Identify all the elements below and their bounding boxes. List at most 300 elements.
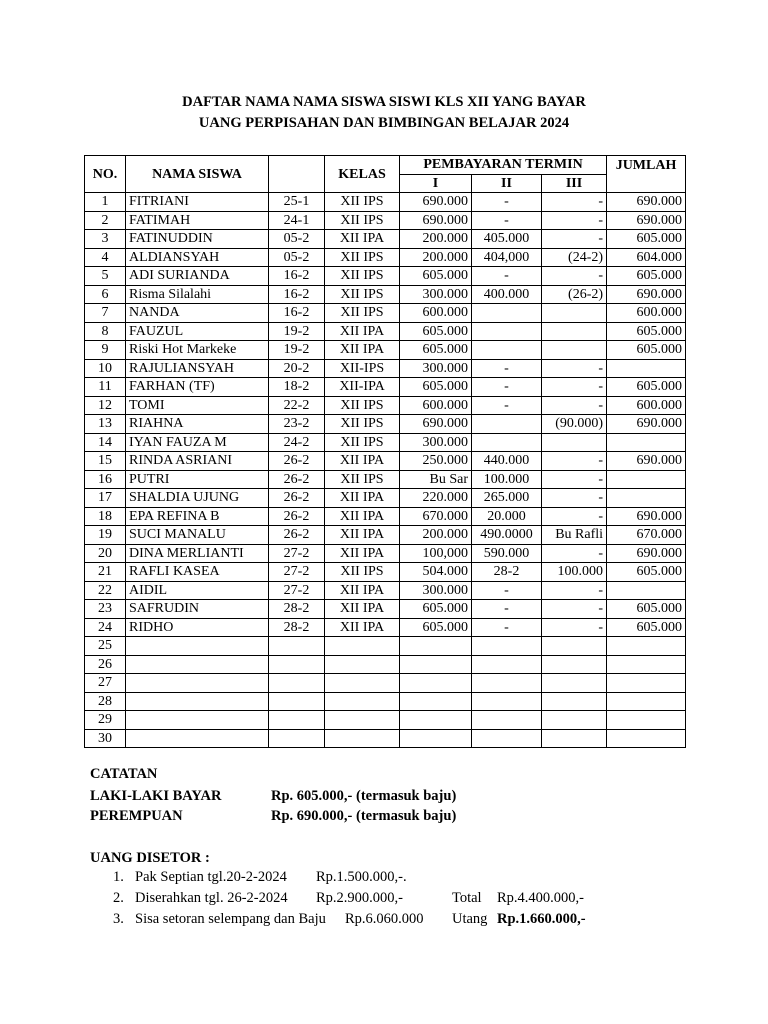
- cell-termin-1: 670.000: [400, 507, 472, 526]
- cell-termin-2: [472, 341, 542, 360]
- header-nama-siswa: NAMA SISWA: [126, 156, 269, 193]
- cell-no: 19: [85, 526, 126, 545]
- header-no: NO.: [85, 156, 126, 193]
- disetor-item-amount: Rp.1.500.000,-.: [316, 869, 407, 885]
- table-row: [85, 470, 686, 489]
- disetor-item-text: Sisa setoran selempang dan Baju: [135, 911, 326, 927]
- cell-termin-2: -: [472, 581, 542, 600]
- cell-jumlah: [607, 692, 686, 711]
- cell-no: 7: [85, 304, 126, 323]
- cell-tanggal: 27-2: [269, 563, 325, 582]
- cell-termin-1: 605.000: [400, 618, 472, 637]
- cell-no: 22: [85, 581, 126, 600]
- cell-jumlah: 605.000: [607, 341, 686, 360]
- cell-nama-siswa: FATIMAH: [126, 211, 269, 230]
- cell-no: 14: [85, 433, 126, 452]
- cell-no: 1: [85, 193, 126, 212]
- cell-termin-2: -: [472, 193, 542, 212]
- table-row: [85, 729, 686, 748]
- cell-tanggal: 26-2: [269, 526, 325, 545]
- cell-no: 6: [85, 285, 126, 304]
- cell-termin-1: [400, 655, 472, 674]
- table-row: [85, 711, 686, 730]
- cell-termin-1: 220.000: [400, 489, 472, 508]
- cell-termin-1: 605.000: [400, 600, 472, 619]
- cell-kelas: XII IPS: [325, 285, 400, 304]
- cell-termin-1: 300.000: [400, 359, 472, 378]
- cell-termin-3: -: [542, 267, 607, 286]
- disetor-item-number: 2.: [113, 890, 124, 906]
- cell-termin-2: 100.000: [472, 470, 542, 489]
- cell-nama-siswa: [126, 637, 269, 656]
- cell-tanggal: 16-2: [269, 267, 325, 286]
- cell-no: 4: [85, 248, 126, 267]
- table-row: [85, 544, 686, 563]
- cell-termin-1: 300.000: [400, 285, 472, 304]
- cell-kelas: XII IPA: [325, 526, 400, 545]
- cell-termin-3: (90.000): [542, 415, 607, 434]
- cell-nama-siswa: NANDA: [126, 304, 269, 323]
- document-title-line1: DAFTAR NAMA NAMA SISWA SISWI KLS XII YANG BAYAR: [182, 94, 586, 110]
- table-row: [85, 452, 686, 471]
- table-row: [85, 637, 686, 656]
- cell-termin-1: [400, 711, 472, 730]
- cell-nama-siswa: AIDIL: [126, 581, 269, 600]
- cell-termin-3: -: [542, 489, 607, 508]
- cell-jumlah: 690.000: [607, 507, 686, 526]
- table-row: [85, 211, 686, 230]
- cell-kelas: XII IPA: [325, 452, 400, 471]
- cell-nama-siswa: [126, 674, 269, 693]
- table-row: [85, 359, 686, 378]
- table-row: [85, 248, 686, 267]
- cell-termin-1: 250.000: [400, 452, 472, 471]
- cell-tanggal: 26-2: [269, 507, 325, 526]
- cell-termin-2: [472, 415, 542, 434]
- cell-jumlah: 690.000: [607, 211, 686, 230]
- cell-tanggal: 22-2: [269, 396, 325, 415]
- cell-nama-siswa: IYAN FAUZA M: [126, 433, 269, 452]
- cell-no: 27: [85, 674, 126, 693]
- cell-nama-siswa: SHALDIA UJUNG: [126, 489, 269, 508]
- cell-jumlah: 604.000: [607, 248, 686, 267]
- cell-kelas: XII-IPS: [325, 359, 400, 378]
- cell-no: 10: [85, 359, 126, 378]
- cell-termin-1: 504.000: [400, 563, 472, 582]
- cell-termin-2: -: [472, 396, 542, 415]
- cell-nama-siswa: RAFLI KASEA: [126, 563, 269, 582]
- cell-termin-3: [542, 322, 607, 341]
- cell-jumlah: 605.000: [607, 322, 686, 341]
- table-row: [85, 396, 686, 415]
- cell-tanggal: 27-2: [269, 544, 325, 563]
- cell-jumlah: [607, 359, 686, 378]
- cell-tanggal: 26-2: [269, 470, 325, 489]
- cell-termin-1: 605.000: [400, 322, 472, 341]
- cell-no: 25: [85, 637, 126, 656]
- uang-disetor-heading: UANG DISETOR :: [90, 850, 210, 866]
- cell-nama-siswa: PUTRI: [126, 470, 269, 489]
- cell-termin-2: [472, 674, 542, 693]
- cell-jumlah: 670.000: [607, 526, 686, 545]
- cell-nama-siswa: RINDA ASRIANI: [126, 452, 269, 471]
- cell-kelas: [325, 711, 400, 730]
- cell-termin-2: -: [472, 359, 542, 378]
- cell-no: 12: [85, 396, 126, 415]
- cell-jumlah: [607, 637, 686, 656]
- cell-jumlah: [607, 711, 686, 730]
- cell-tanggal: 28-2: [269, 600, 325, 619]
- cell-kelas: XII IPA: [325, 544, 400, 563]
- cell-termin-1: 690.000: [400, 415, 472, 434]
- cell-termin-1: 200.000: [400, 230, 472, 249]
- cell-nama-siswa: ALDIANSYAH: [126, 248, 269, 267]
- cell-termin-2: 404,000: [472, 248, 542, 267]
- table-body: [85, 193, 686, 748]
- cell-kelas: XII IPA: [325, 341, 400, 360]
- cell-kelas: XII IPS: [325, 267, 400, 286]
- cell-termin-3: -: [542, 600, 607, 619]
- cell-termin-1: [400, 674, 472, 693]
- cell-termin-3: -: [542, 507, 607, 526]
- cell-kelas: [325, 729, 400, 748]
- cell-tanggal: [269, 729, 325, 748]
- cell-termin-2: 20.000: [472, 507, 542, 526]
- cell-termin-3: -: [542, 544, 607, 563]
- cell-nama-siswa: SUCI MANALU: [126, 526, 269, 545]
- cell-termin-1: [400, 692, 472, 711]
- cell-jumlah: [607, 433, 686, 452]
- cell-tanggal: 26-2: [269, 452, 325, 471]
- cell-no: 30: [85, 729, 126, 748]
- cell-termin-1: 605.000: [400, 267, 472, 286]
- cell-no: 26: [85, 655, 126, 674]
- cell-tanggal: 18-2: [269, 378, 325, 397]
- cell-tanggal: 24-2: [269, 433, 325, 452]
- cell-nama-siswa: RIDHO: [126, 618, 269, 637]
- cell-kelas: XII IPS: [325, 470, 400, 489]
- cell-tanggal: 05-2: [269, 248, 325, 267]
- cell-no: 21: [85, 563, 126, 582]
- cell-termin-3: -: [542, 359, 607, 378]
- cell-termin-1: 600.000: [400, 304, 472, 323]
- cell-termin-2: 265.000: [472, 489, 542, 508]
- cell-kelas: XII IPA: [325, 581, 400, 600]
- cell-tanggal: 28-2: [269, 618, 325, 637]
- disetor-item-number: 3.: [113, 911, 124, 927]
- cell-nama-siswa: [126, 692, 269, 711]
- cell-termin-3: -: [542, 211, 607, 230]
- cell-tanggal: 16-2: [269, 304, 325, 323]
- cell-nama-siswa: DINA MERLIANTI: [126, 544, 269, 563]
- total-label: Total: [452, 890, 482, 906]
- cell-kelas: XII IPA: [325, 322, 400, 341]
- cell-no: 9: [85, 341, 126, 360]
- cell-kelas: XII IPS: [325, 433, 400, 452]
- cell-termin-2: 405.000: [472, 230, 542, 249]
- cell-nama-siswa: SAFRUDIN: [126, 600, 269, 619]
- cell-no: 2: [85, 211, 126, 230]
- cell-termin-1: 300.000: [400, 581, 472, 600]
- cell-termin-1: 690.000: [400, 193, 472, 212]
- cell-termin-2: -: [472, 211, 542, 230]
- table-row: [85, 230, 686, 249]
- cell-jumlah: [607, 655, 686, 674]
- cell-tanggal: 26-2: [269, 489, 325, 508]
- cell-kelas: XII IPA: [325, 507, 400, 526]
- cell-nama-siswa: RIAHNA: [126, 415, 269, 434]
- cell-termin-2: [472, 637, 542, 656]
- cell-jumlah: 690.000: [607, 285, 686, 304]
- cell-jumlah: 600.000: [607, 396, 686, 415]
- cell-jumlah: 605.000: [607, 563, 686, 582]
- catatan-heading: CATATAN: [90, 766, 158, 782]
- total-value: Rp.4.400.000,-: [497, 890, 584, 906]
- cell-nama-siswa: FARHAN (TF): [126, 378, 269, 397]
- cell-tanggal: 16-2: [269, 285, 325, 304]
- table-row: [85, 193, 686, 212]
- cell-jumlah: 690.000: [607, 193, 686, 212]
- header-jumlah-blank: [607, 174, 686, 193]
- cell-tanggal: 25-1: [269, 193, 325, 212]
- table-row: [85, 618, 686, 637]
- cell-kelas: XII IPA: [325, 489, 400, 508]
- table-row: [85, 489, 686, 508]
- cell-tanggal: 20-2: [269, 359, 325, 378]
- cell-kelas: XII-IPA: [325, 378, 400, 397]
- document-title-line2: UANG PERPISAHAN DAN BIMBINGAN BELAJAR 2024: [198, 115, 570, 131]
- cell-nama-siswa: FITRIANI: [126, 193, 269, 212]
- cell-jumlah: 605.000: [607, 267, 686, 286]
- table-row: [85, 285, 686, 304]
- disetor-item-text: Pak Septian tgl.20-2-2024: [135, 869, 287, 885]
- cell-termin-2: [472, 322, 542, 341]
- cell-tanggal: [269, 637, 325, 656]
- cell-jumlah: 605.000: [607, 618, 686, 637]
- cell-termin-1: 100,000: [400, 544, 472, 563]
- cell-termin-3: -: [542, 378, 607, 397]
- cell-termin-2: -: [472, 378, 542, 397]
- header-jumlah: JUMLAH: [607, 156, 686, 175]
- cell-jumlah: [607, 581, 686, 600]
- cell-termin-2: -: [472, 267, 542, 286]
- cell-termin-3: [542, 341, 607, 360]
- cell-termin-3: -: [542, 193, 607, 212]
- cell-termin-2: 400.000: [472, 285, 542, 304]
- cell-kelas: [325, 655, 400, 674]
- cell-kelas: XII IPA: [325, 600, 400, 619]
- table-row: [85, 674, 686, 693]
- cell-nama-siswa: FAUZUL: [126, 322, 269, 341]
- cell-termin-1: 605.000: [400, 341, 472, 360]
- cell-kelas: XII IPS: [325, 193, 400, 212]
- cell-kelas: XII IPS: [325, 396, 400, 415]
- cell-nama-siswa: RAJULIANSYAH: [126, 359, 269, 378]
- cell-tanggal: 23-2: [269, 415, 325, 434]
- cell-termin-2: 590.000: [472, 544, 542, 563]
- cell-jumlah: 600.000: [607, 304, 686, 323]
- cell-termin-3: -: [542, 470, 607, 489]
- table-row: [85, 415, 686, 434]
- cell-kelas: XII IPS: [325, 563, 400, 582]
- header-termin-3: III: [542, 174, 607, 193]
- cell-kelas: [325, 692, 400, 711]
- cell-kelas: [325, 637, 400, 656]
- cell-kelas: XII IPS: [325, 415, 400, 434]
- cell-kelas: XII IPS: [325, 304, 400, 323]
- cell-no: 17: [85, 489, 126, 508]
- cell-termin-3: [542, 637, 607, 656]
- cell-termin-1: 300.000: [400, 433, 472, 452]
- laki-laki-value: Rp. 605.000,- (termasuk baju): [271, 788, 457, 804]
- table-row: [85, 322, 686, 341]
- cell-termin-1: 200.000: [400, 526, 472, 545]
- cell-termin-3: [542, 655, 607, 674]
- cell-no: 24: [85, 618, 126, 637]
- table-row: [85, 433, 686, 452]
- cell-termin-3: 100.000: [542, 563, 607, 582]
- cell-no: 3: [85, 230, 126, 249]
- cell-termin-2: 490.0000: [472, 526, 542, 545]
- cell-kelas: [325, 674, 400, 693]
- cell-termin-1: 200.000: [400, 248, 472, 267]
- cell-no: 20: [85, 544, 126, 563]
- cell-termin-2: 28-2: [472, 563, 542, 582]
- cell-termin-3: -: [542, 618, 607, 637]
- cell-jumlah: [607, 729, 686, 748]
- cell-termin-2: -: [472, 618, 542, 637]
- cell-no: 16: [85, 470, 126, 489]
- cell-termin-3: (24-2): [542, 248, 607, 267]
- header-pembayaran-termin: PEMBAYARAN TERMIN: [400, 156, 607, 175]
- cell-nama-siswa: [126, 655, 269, 674]
- cell-termin-3: [542, 692, 607, 711]
- cell-kelas: XII IPS: [325, 211, 400, 230]
- cell-jumlah: 605.000: [607, 230, 686, 249]
- cell-jumlah: [607, 470, 686, 489]
- table-row: [85, 341, 686, 360]
- cell-tanggal: [269, 674, 325, 693]
- cell-tanggal: 27-2: [269, 581, 325, 600]
- perempuan-value: Rp. 690.000,- (termasuk baju): [271, 808, 457, 824]
- cell-termin-3: [542, 433, 607, 452]
- cell-jumlah: 690.000: [607, 544, 686, 563]
- cell-termin-2: [472, 304, 542, 323]
- cell-kelas: XII IPS: [325, 248, 400, 267]
- cell-nama-siswa: ADI SURIANDA: [126, 267, 269, 286]
- cell-termin-2: 440.000: [472, 452, 542, 471]
- disetor-item-text: Diserahkan tgl. 26-2-2024: [135, 890, 288, 906]
- cell-termin-3: -: [542, 396, 607, 415]
- cell-tanggal: 05-2: [269, 230, 325, 249]
- cell-jumlah: 690.000: [607, 452, 686, 471]
- cell-no: 11: [85, 378, 126, 397]
- disetor-item-number: 1.: [113, 869, 124, 885]
- cell-jumlah: [607, 674, 686, 693]
- cell-nama-siswa: FATINUDDIN: [126, 230, 269, 249]
- cell-termin-2: [472, 655, 542, 674]
- cell-termin-3: -: [542, 581, 607, 600]
- cell-termin-2: [472, 711, 542, 730]
- cell-termin-3: [542, 729, 607, 748]
- header-kelas: KELAS: [325, 156, 400, 193]
- cell-kelas: XII IPA: [325, 230, 400, 249]
- cell-jumlah: 605.000: [607, 600, 686, 619]
- cell-no: 5: [85, 267, 126, 286]
- cell-tanggal: 19-2: [269, 322, 325, 341]
- cell-jumlah: [607, 489, 686, 508]
- cell-termin-1: [400, 637, 472, 656]
- cell-termin-1: Bu Sar: [400, 470, 472, 489]
- cell-nama-siswa: TOMI: [126, 396, 269, 415]
- cell-termin-1: 600.000: [400, 396, 472, 415]
- header-tanggal: [269, 156, 325, 193]
- cell-nama-siswa: Risma Silalahi: [126, 285, 269, 304]
- perempuan-label: PEREMPUAN: [90, 808, 183, 824]
- cell-tanggal: [269, 692, 325, 711]
- cell-kelas: XII IPA: [325, 618, 400, 637]
- cell-no: 29: [85, 711, 126, 730]
- table-row: [85, 655, 686, 674]
- table-row: [85, 507, 686, 526]
- table-row: [85, 378, 686, 397]
- cell-termin-2: [472, 692, 542, 711]
- table-row: [85, 600, 686, 619]
- header-termin-2: II: [472, 174, 542, 193]
- cell-nama-siswa: [126, 729, 269, 748]
- cell-termin-2: -: [472, 600, 542, 619]
- cell-jumlah: 690.000: [607, 415, 686, 434]
- cell-termin-3: [542, 304, 607, 323]
- cell-termin-1: 605.000: [400, 378, 472, 397]
- disetor-item-amount: Rp.6.060.000: [345, 911, 424, 927]
- cell-no: 18: [85, 507, 126, 526]
- cell-no: 15: [85, 452, 126, 471]
- table-row: [85, 581, 686, 600]
- cell-nama-siswa: [126, 711, 269, 730]
- payment-table: [84, 155, 686, 748]
- utang-value: Rp.1.660.000,-: [497, 911, 586, 927]
- cell-jumlah: 605.000: [607, 378, 686, 397]
- cell-no: 23: [85, 600, 126, 619]
- cell-no: 28: [85, 692, 126, 711]
- header-termin-1: I: [400, 174, 472, 193]
- cell-termin-3: (26-2): [542, 285, 607, 304]
- table-row: [85, 526, 686, 545]
- cell-no: 8: [85, 322, 126, 341]
- cell-termin-3: -: [542, 230, 607, 249]
- cell-termin-3: -: [542, 452, 607, 471]
- cell-tanggal: [269, 711, 325, 730]
- utang-label: Utang: [452, 911, 488, 927]
- table-row: [85, 692, 686, 711]
- cell-termin-3: Bu Rafli: [542, 526, 607, 545]
- table-row: [85, 563, 686, 582]
- cell-termin-1: 690.000: [400, 211, 472, 230]
- table-row: [85, 267, 686, 286]
- cell-tanggal: [269, 655, 325, 674]
- cell-termin-2: [472, 729, 542, 748]
- cell-no: 13: [85, 415, 126, 434]
- table-row: [85, 304, 686, 323]
- cell-termin-2: [472, 433, 542, 452]
- cell-tanggal: 19-2: [269, 341, 325, 360]
- cell-termin-3: [542, 674, 607, 693]
- cell-nama-siswa: Riski Hot Markeke: [126, 341, 269, 360]
- laki-laki-label: LAKI-LAKI BAYAR: [90, 788, 222, 804]
- cell-termin-1: [400, 729, 472, 748]
- disetor-item-amount: Rp.2.900.000,-: [316, 890, 403, 906]
